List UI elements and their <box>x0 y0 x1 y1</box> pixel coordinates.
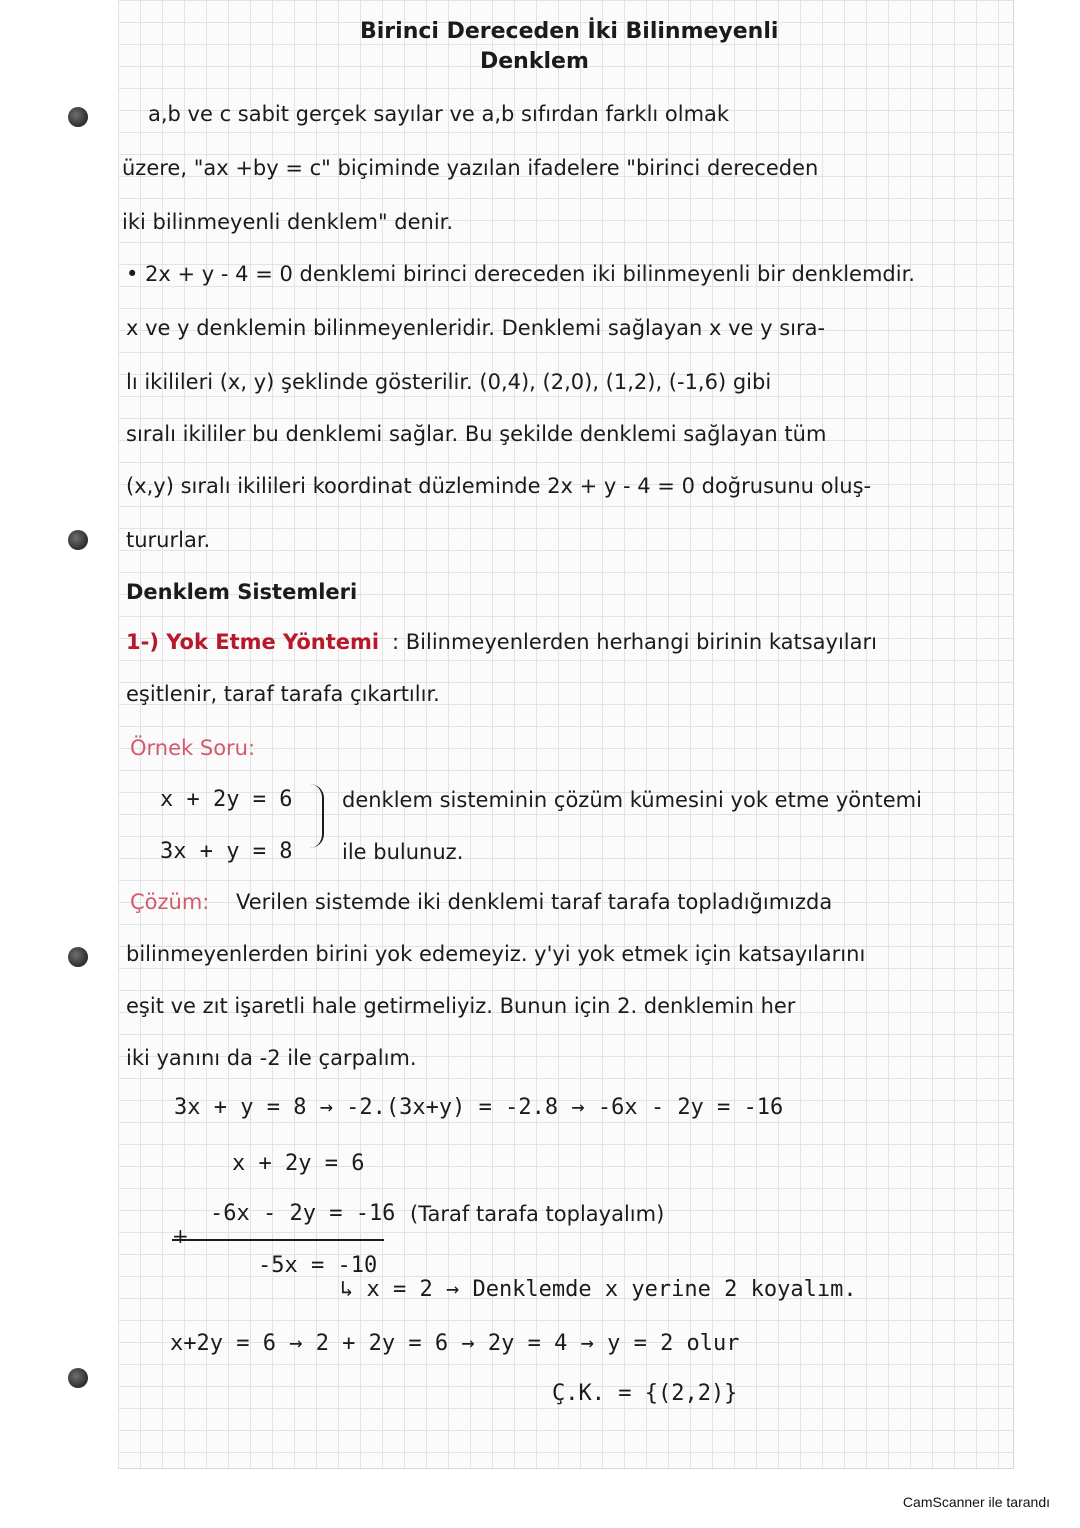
binder-hole <box>68 947 88 967</box>
example-paragraph-line: • 2x + y - 4 = 0 denklemi birinci dereceden iki bilinmeyenli bir denklemdir. <box>126 262 915 286</box>
definition-line: a,b ve c sabit gerçek sayılar ve a,b sıfırdan farklı olmak <box>148 102 730 126</box>
sum-line <box>172 1239 384 1241</box>
substitution-line: x+2y = 6 → 2 + 2y = 6 → 2y = 4 → y = 2 olur <box>170 1331 740 1356</box>
binder-hole <box>68 530 88 550</box>
system-text-line-2: ile bulunuz. <box>342 840 464 864</box>
example-paragraph-line: sıralı ikililer bu denklemi sağlar. Bu şekilde denklemi sağlayan tüm <box>126 422 827 446</box>
page-title-line-2: Denklem <box>480 49 589 74</box>
method-name: 1-) Yok Etme Yöntemi <box>126 630 380 654</box>
solution-line: bilinmeyenlerden birini yok edemeyiz. y'yi yok etmek için katsayılarını <box>126 942 866 966</box>
page-title: Birinci Dereceden İki Bilinmeyenli <box>360 19 779 44</box>
method-description-line-2: eşitlenir, taraf tarafa çıkartılır. <box>126 682 440 706</box>
system-brace <box>308 784 324 848</box>
example-paragraph-line: x ve y denklemin bilinmeyenleridir. Denklemi sağlayan x ve y sıra- <box>126 316 826 340</box>
scanner-watermark: CamScanner ile tarandı <box>902 1494 1050 1510</box>
system-text: denklem sisteminin çözüm kümesini yok etme yöntemi <box>342 788 922 812</box>
addition-result: -5x = -10 <box>258 1253 378 1278</box>
multiplication-step: 3x + y = 8 → -2.(3x+y) = -2.8 → -6x - 2y = -16 <box>174 1095 784 1120</box>
addition-equation-1: x + 2y = 6 <box>232 1151 365 1176</box>
plus-sign: + <box>172 1224 189 1248</box>
solution-line: eşit ve zıt işaretli hale getirmeliyiz. Bunun için 2. denklemin her <box>126 994 796 1018</box>
example-paragraph-line: lı ikilileri (x, y) şeklinde gösterilir. (0,4), (2,0), (1,2), (-1,6) gibi <box>126 370 772 394</box>
system-equation-1: x + 2y = 6 <box>160 787 293 812</box>
definition-line: üzere, "ax +by = c" biçiminde yazılan ifadelere "birinci dereceden <box>122 156 819 180</box>
example-label: Örnek Soru: <box>130 736 256 760</box>
solution-line: iki yanını da -2 ile çarpalım. <box>126 1046 417 1070</box>
binder-hole <box>68 1368 88 1388</box>
binder-hole <box>68 107 88 127</box>
example-paragraph-line: tururlar. <box>126 528 211 552</box>
addition-note: (Taraf tarafa toplayalım) <box>410 1202 665 1226</box>
addition-equation-2: -6x - 2y = -16 <box>210 1201 396 1226</box>
x-value-line: ↳ x = 2 → Denklemde x yerine 2 koyalım. <box>340 1277 857 1302</box>
system-equation-2: 3x + y = 8 <box>160 839 293 864</box>
solution-label: Çözüm: <box>130 890 210 914</box>
definition-line: iki bilinmeyenli denklem" denir. <box>122 210 454 234</box>
solution-set: Ç.K. = {(2,2)} <box>552 1381 738 1406</box>
solution-line: Verilen sistemde iki denklemi taraf tarafa topladığımızda <box>236 890 833 914</box>
method-description: : Bilinmeyenlerden herhangi birinin katsayıları <box>392 630 877 654</box>
example-paragraph-line: (x,y) sıralı ikilileri koordinat düzleminde 2x + y - 4 = 0 doğrusunu oluş- <box>126 474 872 498</box>
section-heading: Denklem Sistemleri <box>126 580 358 604</box>
